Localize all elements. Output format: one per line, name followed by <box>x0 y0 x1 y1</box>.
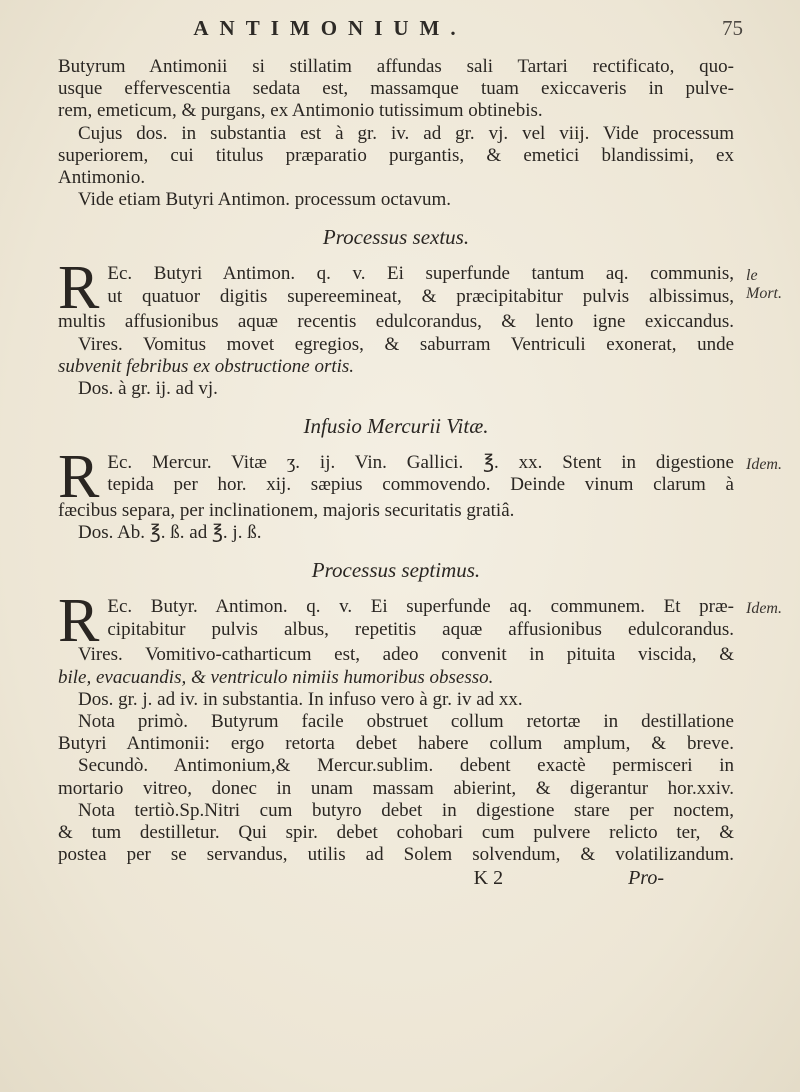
text-line: Ec. Butyri Antimon. q. v. Ei superfunde tantum aq. communis, <box>107 263 734 285</box>
text-line: Secundò. Antimonium,& Mercur.sublim. debent exactè permisceri in <box>78 755 734 777</box>
text-line: Dos. Ab. ℥. ß. ad ℥. j. ß. <box>78 522 262 544</box>
section-processus-septimus <box>58 544 782 866</box>
text-line: rem, emeticum, & purgans, ex Antimonio tutissimum obtinebis. <box>58 100 543 122</box>
text-line: Nota primò. Butyrum facile obstruet collum retortæ in destillatione <box>78 711 734 732</box>
text-line: Vide etiam Butyri Antimon. processum octavum. <box>78 189 451 211</box>
margin-note: Idem. <box>746 600 782 618</box>
margin-note: Idem. <box>746 456 782 474</box>
margin-note: le Mort. <box>746 267 782 303</box>
text-line: multis affusionibus aquæ recentis edulcorandus, & lento igne exiccandus. <box>58 311 734 333</box>
text-line: Nota tertiò.Sp.Nitri cum butyro debet in digestione stare per noctem, <box>78 799 734 821</box>
text-line: ut quatuor digitis supereemineat, & præcipitabitur pulvis albissimus, <box>107 285 734 307</box>
text-line: postea per se servandus, utilis ad Solem solvendum, & volatilizandum. <box>58 844 734 866</box>
text-line: superiorem, cui titulus præparatio purgantis, & emetici blandissimi, ex <box>58 144 734 166</box>
text-line: & tum destilletur. Qui spir. debet cohobari cum pulvere relicto ter, & <box>58 821 734 843</box>
text-line: tepida per hor. xij. sæpius commovendo. Deinde vinum clarum à <box>107 474 734 496</box>
running-title: ANTIMONIUM. <box>193 16 467 40</box>
page-number: 75 <box>722 16 743 40</box>
text-line: Dos. à gr. ij. ad vj. <box>78 377 218 399</box>
drop-initial: R <box>58 443 100 512</box>
text-line: cipitabitur pulvis albus, repetitis aquæ affusionibus edulcorandus. <box>107 618 734 640</box>
text-line: subvenit febribus ex obstructione ortis. <box>58 355 355 377</box>
text-line: usque effervescentia sedata est, massamque tuam exiccaveris in pulve- <box>58 78 734 100</box>
section-infusio-mercurii <box>58 400 782 544</box>
intro-paragraph <box>58 56 734 211</box>
text-line: bile, evacuandis, & ventriculo nimiis humoribus obsesso. <box>58 666 494 688</box>
text-line: fæcibus separa, per inclinationem, majoris securitatis gratiâ. <box>58 500 515 522</box>
text-line: Vires. Vomitivo-catharticum est, adeo convenit in pituita viscida, & <box>78 644 734 666</box>
section-heading: Infusio Mercurii Vitæ. <box>303 414 489 439</box>
text-line: Ec. Mercur. Vitæ ʒ. ij. Vin. Gallici. ℥. xx. Stent in digestione <box>107 452 734 474</box>
text-line: Butyri Antimonii: ergo retorta debet habere collum amplum, & breve. <box>58 733 734 755</box>
section-heading: Processus septimus. <box>311 558 481 583</box>
text-line: Vires. Vomitus movet egregios, & saburram Ventriculi exonerat, unde <box>78 333 734 355</box>
signature-mark: K 2 <box>473 867 504 890</box>
page-header <box>0 12 800 46</box>
section-heading: Processus sextus. <box>322 225 470 250</box>
text-line: Dos. gr. j. ad iv. in substantia. In infuso vero à gr. iv ad xx. <box>78 688 523 710</box>
body-text <box>58 56 782 890</box>
text-line: Butyrum Antimonii si stillatim affundas sali Tartari rectificato, quo- <box>58 56 734 77</box>
text-line: Ec. Butyr. Antimon. q. v. Ei superfunde aq. communem. Et præ- <box>107 596 734 618</box>
section-processus-sextus <box>58 211 782 400</box>
drop-initial: R <box>58 587 100 656</box>
drop-initial: R <box>58 254 100 323</box>
page-footer <box>58 866 734 890</box>
text-line: Cujus dos. in substantia est à gr. iv. ad gr. vj. vel viij. Vide processum <box>78 122 734 144</box>
catchword: Pro- <box>628 867 664 890</box>
text-line: Antimonio. <box>58 166 146 188</box>
text-line: mortario vitreo, donec in unam massam abierint, & digerantur hor.xxiv. <box>58 777 734 799</box>
